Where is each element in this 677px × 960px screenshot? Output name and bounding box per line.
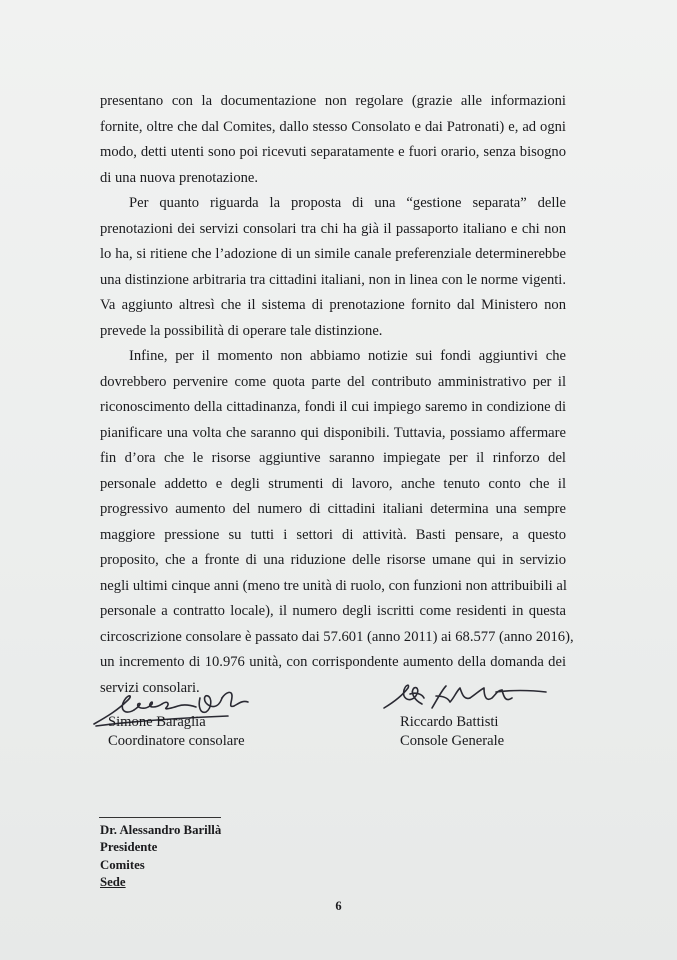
- addressee-block: [100, 822, 221, 892]
- text-line: Infine, per il momento non abbiamo notizie sui fondi aggiuntivi che: [129, 348, 566, 364]
- page-number: 6: [335, 899, 342, 913]
- signatory-role: Console Generale: [400, 733, 505, 749]
- addressee-name: Dr. Alessandro Barillà: [100, 823, 222, 837]
- text-line: prenotazioni dei servizi consolari tra chi ha già il passaporto italiano e chi non: [100, 220, 566, 237]
- text-line: presentano con la documentazione non regolare (grazie alle informazioni: [100, 93, 566, 109]
- addressee-location: Sede: [100, 875, 126, 890]
- addressee-divider: [99, 817, 221, 818]
- signatory-name: Simone Baraglia: [108, 714, 206, 730]
- paragraph-3: [100, 344, 574, 701]
- text-line: Per quanto riguarda la proposta di una “gestione separata” delle: [129, 195, 566, 211]
- text-line: un incremento di 10.976 unità, con corrispondente aumento della domanda dei: [100, 654, 566, 670]
- text-line: una distinzione arbitraria tra cittadini italiani, non in linea con le norme vigenti.: [100, 271, 566, 288]
- text-line: negli ultimi cinque anni (meno tre unità di ruolo, con funzioni non attribuibili al: [100, 577, 567, 594]
- addressee-org: Comites: [100, 857, 145, 872]
- addressee-title: Presidente: [100, 840, 158, 855]
- paragraph-2: [100, 191, 566, 344]
- text-line: riconoscimento della cittadinanza, fondi il cui impiego saremo in condizione di: [100, 399, 566, 415]
- text-line: lo ha, si ritiene che l’adozione di un simile canale preferenziale determinerebbe: [100, 246, 566, 262]
- text-line: personale addetto e degli strumenti di lavoro, anche tenuto conto che il: [100, 475, 566, 492]
- text-line: fin d’ora che le risorse aggiuntive saranno impiegate per il rinforzo del: [100, 450, 566, 466]
- text-line: maggiore pressione su tutti i settori di attività. Basti pensare, a questo: [100, 526, 566, 543]
- signatory-left: [108, 713, 245, 751]
- text-line: circoscrizione consolare è passato dai 57.601 (anno 2011) ai 68.577 (anno 2016),: [100, 628, 574, 645]
- signatory-right: [400, 713, 504, 751]
- letter-body: [100, 89, 574, 701]
- text-line: modo, detti utenti sono poi ricevuti separatamente e fuori orario, senza bisogno: [100, 144, 566, 160]
- text-line: servizi consolari.: [100, 679, 200, 696]
- text-line: pianificare una volta che saranno qui disponibili. Tuttavia, possiamo affermare: [100, 424, 566, 441]
- signatory-name: Riccardo Battisti: [400, 714, 499, 730]
- text-line: di una nuova prenotazione.: [100, 169, 259, 186]
- text-line: prevede la possibilità di operare tale distinzione.: [100, 322, 383, 339]
- text-line: progressivo aumento del numero di cittadini italiani determina una sempre: [100, 501, 566, 517]
- text-line: personale a contratto locale), il numero degli iscritti come residenti in questa: [100, 603, 566, 619]
- signatory-role: Coordinatore consolare: [108, 733, 245, 749]
- text-line: dovrebbero pervenire come quota parte del contributo amministrativo per il: [100, 373, 566, 390]
- text-line: Va aggiunto altresì che il sistema di prenotazione fornito dal Ministero non: [100, 297, 566, 313]
- paragraph-1: [100, 89, 566, 191]
- text-line: fornite, oltre che dal Comites, dallo stesso Consolato e dai Patronati) e, ad ogni: [100, 118, 566, 135]
- text-line: proposito, che a fronte di una riduzione delle risorse umane qui in servizio: [100, 552, 566, 568]
